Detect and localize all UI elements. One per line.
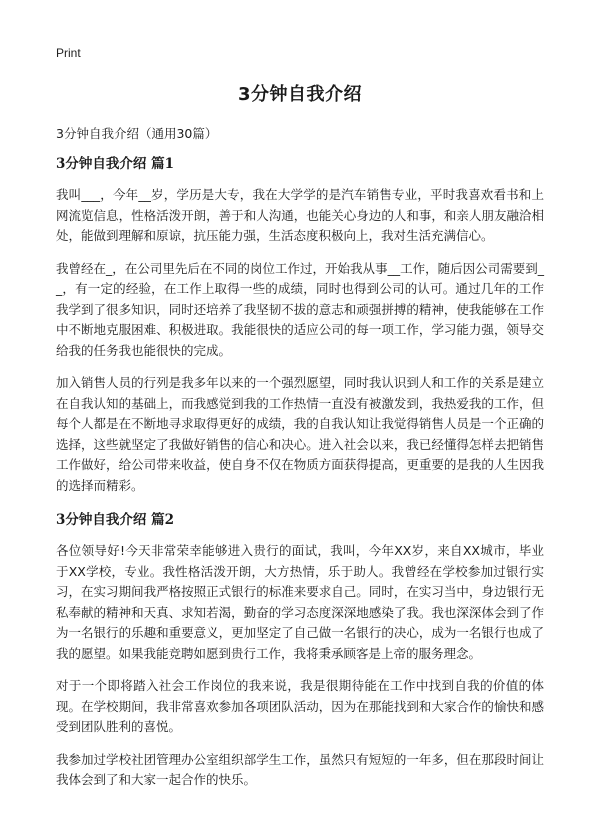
paragraph: 我曾经在_，在公司里先后在不同的岗位工作过，开始我从事__工作，随后因公司需要到__，有一定的经验，在工作上取得一些的成绩，同时也得到公司的认可。通过几年的工作我学到了很多知识，同时还培养了我坚韧不拔的意志和顽强拼搏的精神，使我能够在工作中不断地克服困难、积极进取。我能很快的适应公司的每一项工作，学习能力强，领导交给我的任务我也能很快的完成。 xyxy=(56,260,544,358)
page-title: 3分钟自我介绍 xyxy=(237,84,363,105)
document-body xyxy=(56,152,544,803)
document-subtitle: 3分钟自我介绍（通用30篇） xyxy=(56,126,218,141)
paragraph: 对于一个即将踏入社会工作岗位的我来说，我是很期待能在工作中找到自我的价值的体现。在学校期间，我非常喜欢参加各项团队活动，因为在那能找到和大家合作的愉快和感受到团队胜利的喜悦。 xyxy=(56,678,544,734)
section-2 xyxy=(56,508,544,791)
print-link[interactable]: Print xyxy=(56,46,81,60)
section-1 xyxy=(56,152,544,496)
paragraph: 加入销售人员的行列是我多年以来的一个强烈愿望，同时我认识到人和工作的关系是建立在自我认知的基础上，而我感觉到我的工作热情一直没有被激发到，我热爱我的工作，但每个人都是在不断地寻求取得更好的成绩，我的自我认知让我觉得销售人员是一个正确的选择，这些就坚定了我做好销售的信心和决心。进入社会以来，我已经懂得怎样去把销售工作做好，给公司带来收益，使自身不仅在物质方面获得提高，更重要的是我的人生因我的选择而精彩。 xyxy=(56,375,544,493)
paragraph: 我参加过学校社团管理办公室组织部学生工作，虽然只有短短的一年多，但在那段时间让我体会到了和大家一起合作的快乐。 xyxy=(56,751,544,787)
paragraph: 各位领导好!今天非常荣幸能够进入贵行的面试，我叫，今年XX岁，来自XX城市，毕业于XX学校，专业。我性格活泼开朗，大方热情，乐于助人。我曾经在学校参加过银行实习，在实习期间我严格按照正式银行的标准来要求自己。同时，在实习当中，身边银行无私奉献的精神和天真、求知若渴，勤奋的学习态度深深地感染了我。我也深深体会到了作为一名银行的乐趣和重要意义，更加坚定了自己做一名银行的决心，成为一名银行也成了我的愿望。如果我能竞聘如愿到贵行工作，我将秉承顾客是上帝的服务理念。 xyxy=(56,543,544,661)
section-heading: 3分钟自我介绍 篇1 xyxy=(56,156,174,172)
paragraph: 我叫___，今年__岁，学历是大专，我在大学学的是汽车销售专业，平时我喜欢看书和上网流览信息，性格活泼开朗，善于和人沟通，也能关心身边的人和事，和亲人朋友融洽相处，能做到理解和原谅，抗压能力强，生活态度积极向上，我对生活充满信心。 xyxy=(56,187,544,243)
section-heading: 3分钟自我介绍 篇2 xyxy=(56,512,174,528)
